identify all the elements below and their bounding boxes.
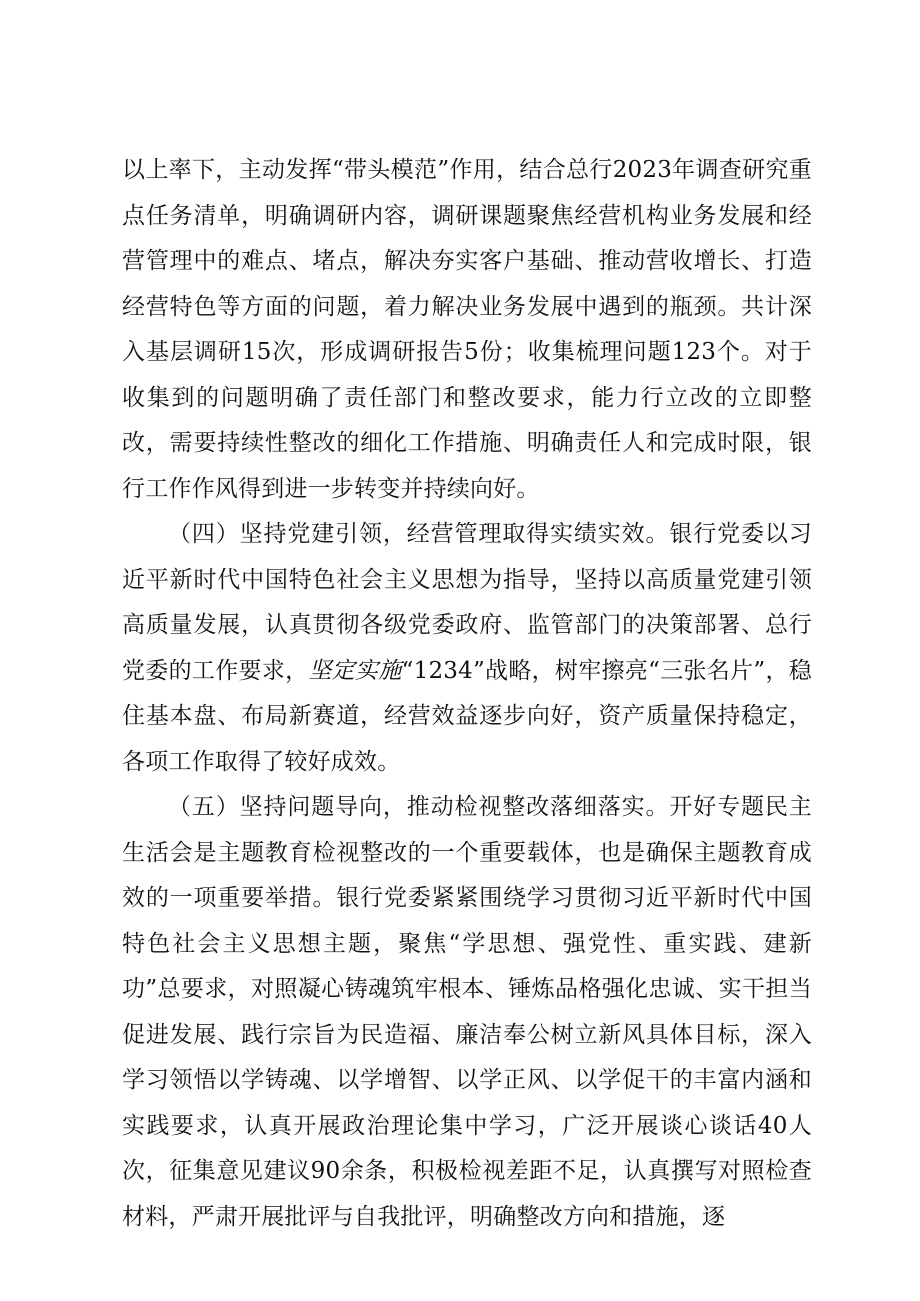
paragraph-text: （五）坚持问题导向，推动检视整改落细落实。开好专题民主生活会是主题教育检视整改的一个重要载体，也是确保主题教育成效的一项重要举措。银行党委紧紧围绕学习贯彻习近平新时代中国特色社会主义思想主题，聚焦“学思想、强党性、重实践、建新功”总要求，对照凝心铸魂筑牢根本、锤炼品格强化忠诚、实干担当促进发展、践行宗旨为民造福、廉洁奉公树立新风具体目标，深入学习领悟以学铸魂、以学增智、以学正风、以学促干的丰富内涵和实践要求，认真开展政治理论集中学习，广泛开展谈心谈话40人次，征集意见建议90余条，积极检视差距不足，认真撰写对照检查材料，严肃开展批评与自我批评，明确整改方向和措施，逐 <box>122 794 812 1230</box>
document-body <box>122 148 812 1240</box>
paragraph-continuation <box>122 148 812 512</box>
paragraph-section-five <box>122 785 812 1240</box>
paragraph-text: “1234”战略，树牢擦亮“三张名片”，稳住基本盘、布局新赛道，经营效益逐步向好，资产质量保持稳定，各项工作取得了较好成效。 <box>122 657 812 775</box>
paragraph-text: （四）坚持党建引领，经营管理取得实绩实效。银行党委以习近平新时代中国特色社会主义思想为指导，坚持以高质量党建引领高质量发展，认真贯彻各级党委政府、监管部门的决策部署、总行党委的工作要求， <box>122 521 812 684</box>
italic-phrase: 坚定实施 <box>308 657 402 684</box>
paragraph-section-four <box>122 512 812 785</box>
paragraph-text: 以上率下，主动发挥“带头模范”作用，结合总行2023年调查研究重点任务清单，明确调研内容，调研课题聚焦经营机构业务发展和经营管理中的难点、堵点，解决夯实客户基础、推动营收增长、打造经营特色等方面的问题，着力解决业务发展中遇到的瓶颈。共计深入基层调研15次，形成调研报告5份；收集梳理问题123个。对于收集到的问题明确了责任部门和整改要求，能力行立改的立即整改，需要持续性整改的细化工作措施、明确责任人和完成时限，银行工作作风得到进一步转变并持续向好。 <box>122 157 812 502</box>
